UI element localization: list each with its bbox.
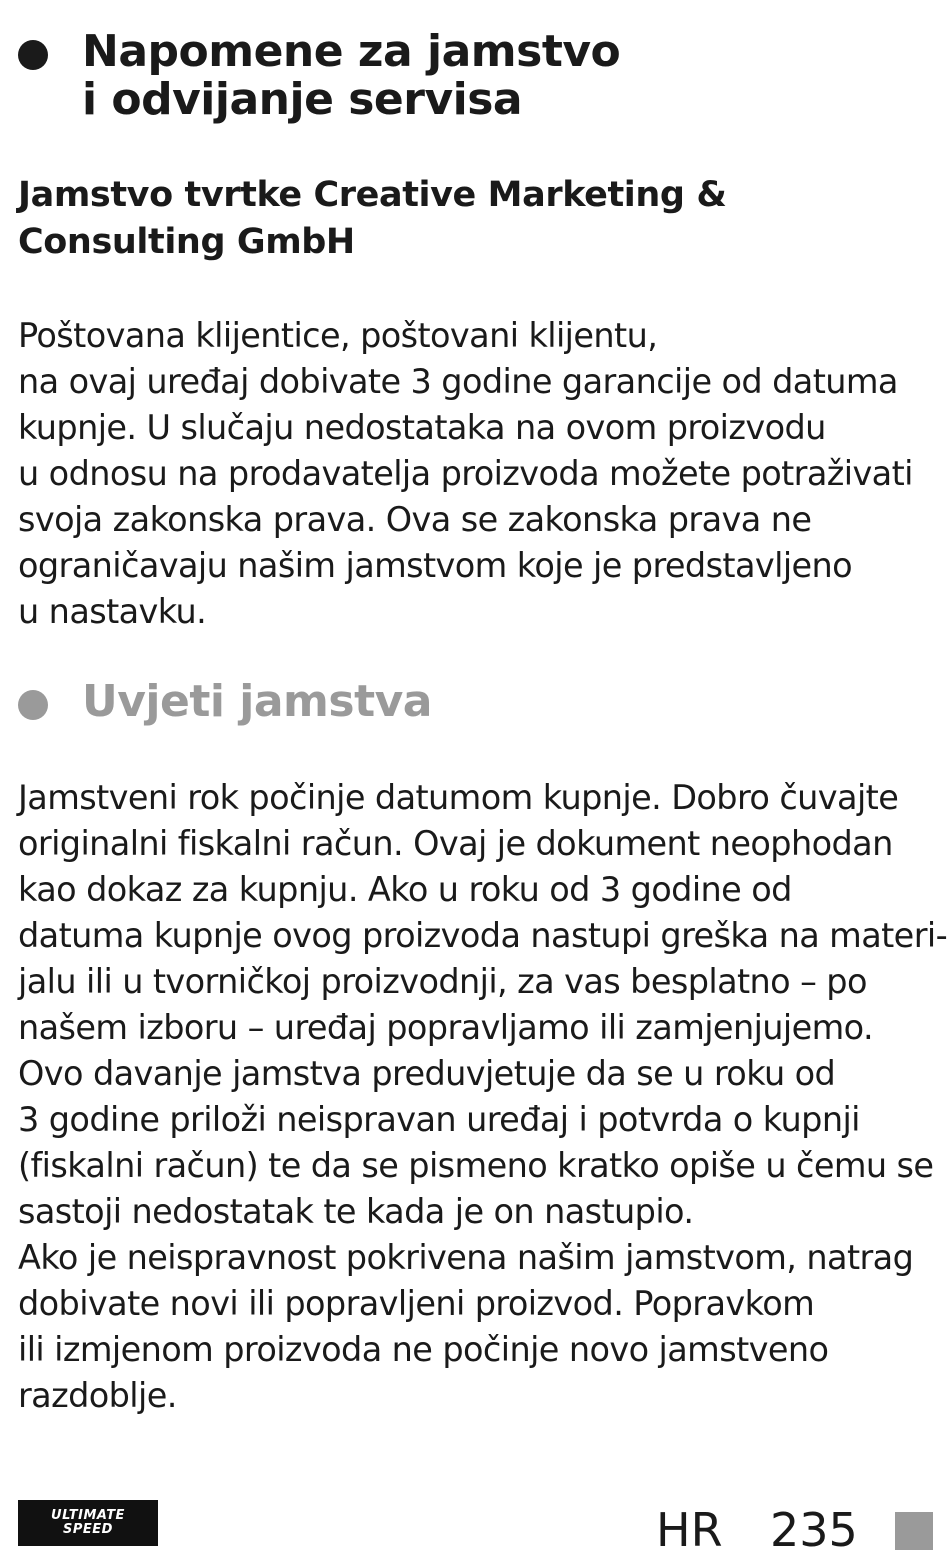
text-line: sastoji nedostatak te kada je on nastupio.: [18, 1192, 694, 1231]
text-line: jalu ili u tvorničkoj proizvodnji, za vas besplatno – po: [18, 962, 867, 1001]
paragraph-intro: [18, 313, 938, 635]
text-line: 3 godine priloži neispravan uređaj i potvrda o kupnji: [18, 1100, 860, 1139]
bullet-icon: [18, 40, 48, 70]
paragraph-conditions: [18, 775, 948, 1419]
page-marker-square: [895, 1512, 933, 1550]
text-line: ili izmjenom proizvoda ne počinje novo jamstveno: [18, 1330, 829, 1369]
text-line: našem izboru – uređaj popravljamo ili zamjenjujemo.: [18, 1008, 874, 1047]
logo-line: SPEED: [63, 1522, 113, 1537]
text-line: (fiskalni račun) te da se pismeno kratko opiše u čemu se: [18, 1146, 934, 1185]
text-line: Ovo davanje jamstva preduvjetuje da se u roku od: [18, 1054, 836, 1093]
bullet-icon: [18, 690, 48, 720]
subheading-company-warranty: [18, 172, 726, 266]
logo-text: [51, 1509, 125, 1537]
text-line: razdoblje.: [18, 1376, 177, 1415]
language-code: HR: [656, 1503, 723, 1557]
text-line: u nastavku.: [18, 592, 207, 631]
text-line: dobivate novi ili popravljeni proizvod. Popravkom: [18, 1284, 815, 1323]
section-heading-warranty-notes: [18, 28, 620, 124]
text-line: u odnosu na prodavatelja proizvoda možete potraživati: [18, 454, 913, 493]
brand-logo: [18, 1500, 158, 1546]
subheading-line: Consulting GmbH: [18, 222, 355, 262]
text-line: originalni fiskalni račun. Ovaj je dokument neophodan: [18, 824, 893, 863]
text-line: kao dokaz za kupnju. Ako u roku od 3 godine od: [18, 870, 792, 909]
heading-text: [82, 28, 620, 124]
text-line: svoja zakonska prava. Ova se zakonska prava ne: [18, 500, 812, 539]
text-line: Ako je neispravnost pokrivena našim jamstvom, natrag: [18, 1238, 914, 1277]
text-line: ograničavaju našim jamstvom koje je predstavljeno: [18, 546, 853, 585]
heading-text: Uvjeti jamstva: [82, 676, 432, 727]
text-line: Poštovana klijentice, poštovani klijentu,: [18, 316, 658, 355]
heading-line: i odvijanje servisa: [82, 74, 523, 125]
text-line: Jamstveni rok počinje datumom kupnje. Dobro čuvajte: [18, 778, 899, 817]
section-heading-warranty-conditions: [18, 676, 432, 728]
logo-line: ULTIMATE: [51, 1508, 125, 1523]
page-number: 235: [770, 1503, 858, 1557]
text-line: datuma kupnje ovog proizvoda nastupi greška na materi-: [18, 916, 948, 955]
heading-line: Napomene za jamstvo: [82, 26, 621, 77]
text-line: kupnje. U slučaju nedostataka na ovom proizvodu: [18, 408, 826, 447]
text-line: na ovaj uređaj dobivate 3 godine garancije od datuma: [18, 362, 898, 401]
subheading-line: Jamstvo tvrtke Creative Marketing &: [18, 175, 727, 215]
